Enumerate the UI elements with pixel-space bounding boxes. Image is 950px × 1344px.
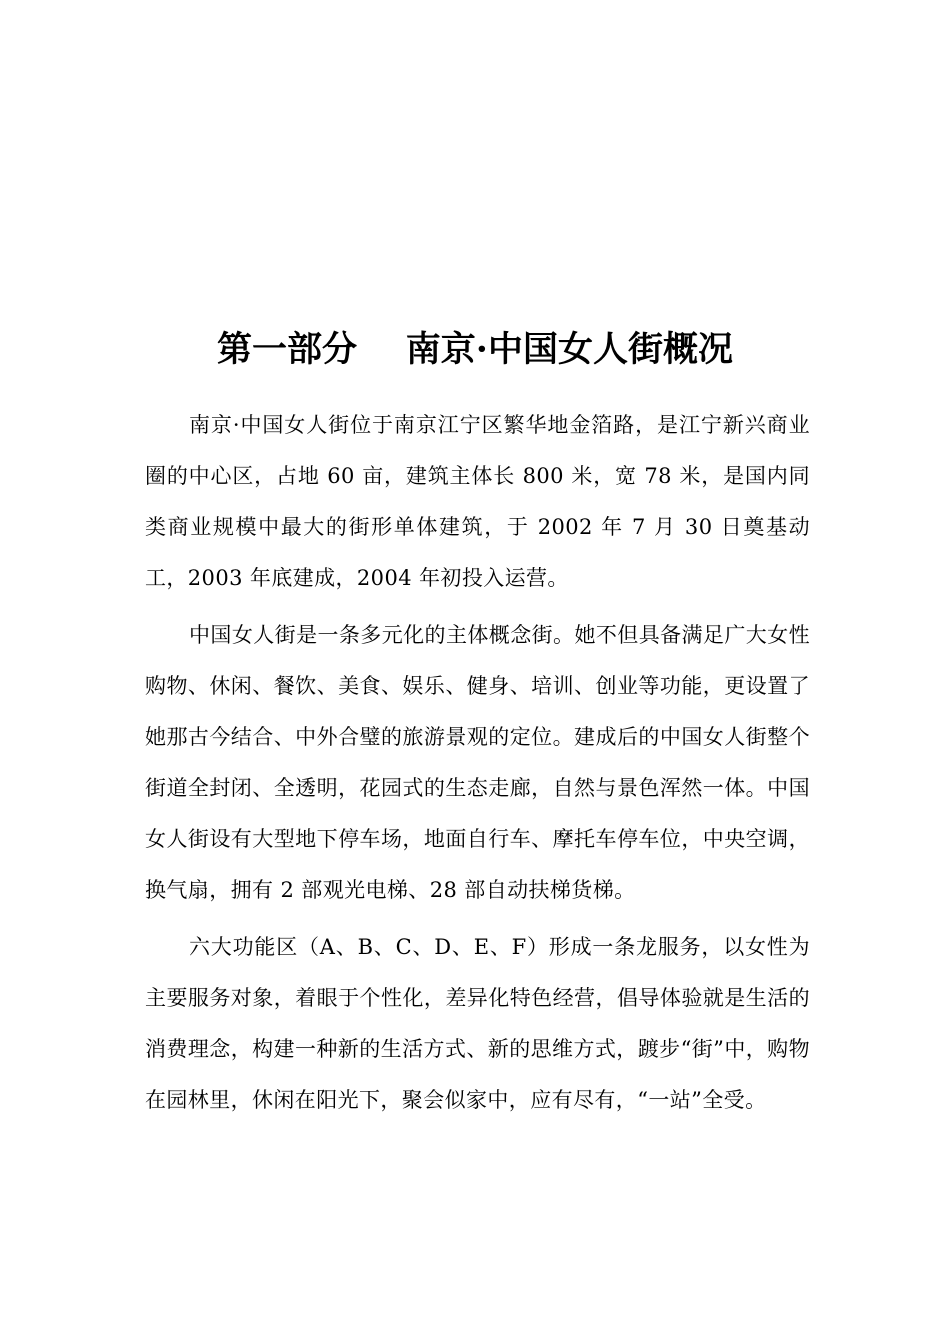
paragraph-concept: 中国女人街是一条多元化的主体概念街。她不但具备满足广大女性购物、休闲、餐饮、美食、娱乐、健身、培训、创业等功能，更设置了她那古今结合、中外合璧的旅游景观的定位。建成后的中国女人街整个街道全封闭、全透明，花园式的生态走廊，自然与景色浑然一体。中国女人街设有大型地下停车场，地面自行车、摩托车停车位，中央空调，换气扇，拥有 2 部观光电梯、28 部自动扶梯货梯。 (145, 623, 810, 902)
page-title: 第一部分 南京·中国女人街概况 (217, 329, 733, 370)
document-body (145, 400, 810, 1126)
paragraph-functional-zones: 六大功能区（A、B、C、D、E、F）形成一条龙服务，以女性为主要服务对象，着眼于个性化，差异化特色经营，倡导体验就是生活的消费理念，构建一种新的生活方式、新的思维方式，踱步“街”中，购物在园林里，休闲在阳光下，聚会似家中，应有尽有，“一站”全受。 (145, 935, 810, 1112)
paragraph-overview: 南京·中国女人街位于南京江宁区繁华地金箔路，是江宁新兴商业圈的中心区，占地 60 亩，建筑主体长 800 米，宽 78 米，是国内同类商业规模中最大的街形单体建筑，于 2002 年 7 月 30 日奠基动工，2003 年底建成，2004 年初投入运营。 (145, 413, 810, 590)
